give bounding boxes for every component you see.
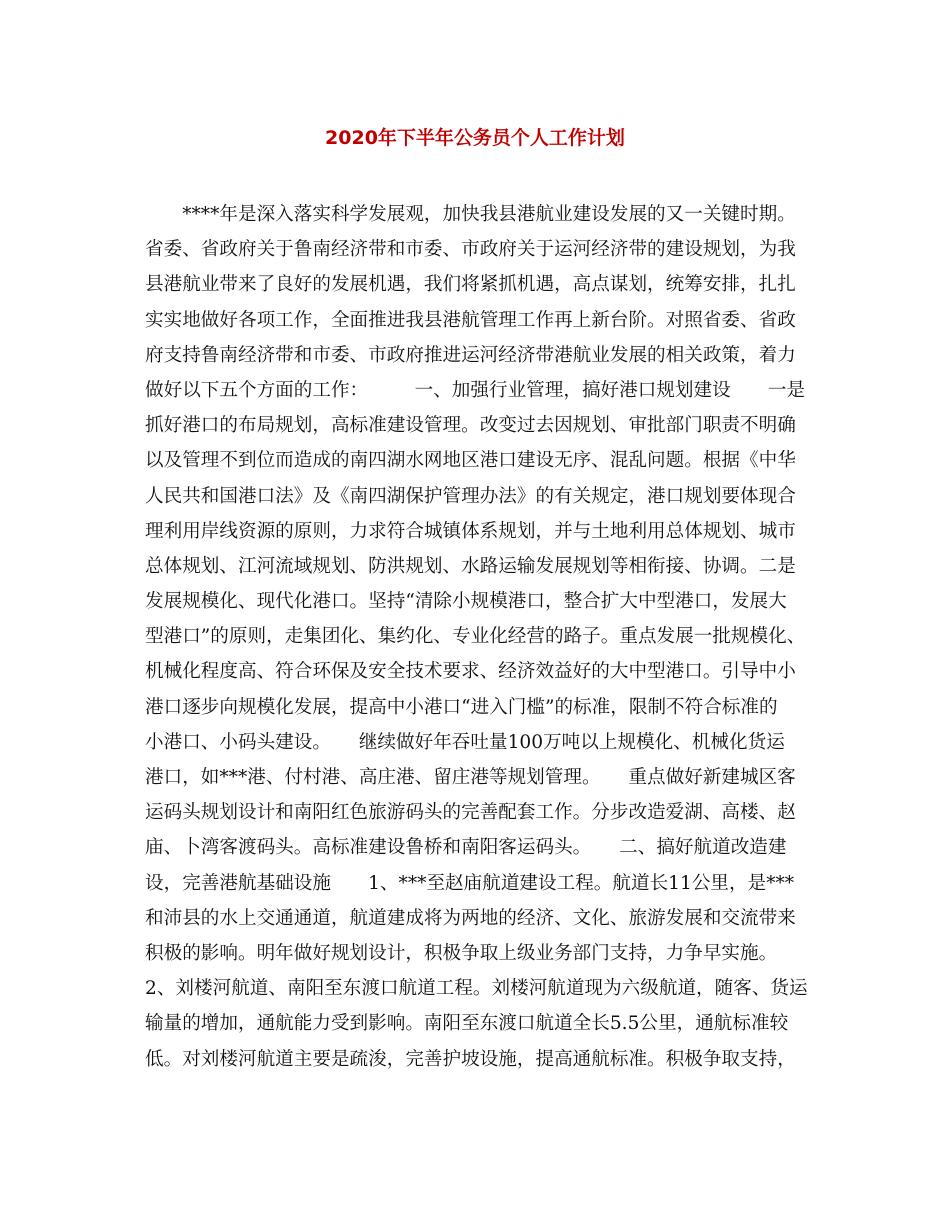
- body-line: 小港口、小码头建设。 继续做好年吞吐量100万吨以上规模化、机械化货运: [145, 731, 785, 753]
- body-line: 机械化程度高、符合环保及安全技术要求、经济效益好的大中型港口。引导中小: [145, 661, 796, 683]
- body-line: ****年是深入落实科学发展观，加快我县港航业建设发展的又一关键时期。: [145, 204, 796, 225]
- body-line: 积极的影响。明年做好规划设计，积极争取上级业务部门支持，力争早实施。: [145, 942, 778, 964]
- body-line: 港口，如***港、付村港、高庄港、留庄港等规划管理。 重点做好新建城区客: [145, 767, 796, 788]
- body-line: 和沛县的水上交通通道，航道建成将为两地的经济、文化、旅游发展和交流带来: [145, 907, 796, 929]
- body-line: 2、刘楼河航道、南阳至东渡口航道工程。刘楼河航道现为六级航道，随客、货运: [145, 978, 808, 1000]
- body-line: 府支持鲁南经济带和市委、市政府推进运河经济带港航业发展的相关政策，着力: [145, 344, 796, 366]
- body-line: 运码头规划设计和南阳红色旅游码头的完善配套工作。分步改造爱湖、高楼、赵: [145, 802, 796, 824]
- body-line: 人民共和国港口法》及《南四湖保护管理办法》的有关规定，港口规划要体现合: [145, 485, 796, 507]
- body-line: 总体规划、江河流域规划、防洪规划、水路运输发展规划等相衔接、协调。二是: [145, 555, 796, 577]
- body-line: 设，完善港航基础设施 1、***至赵庙航道建设工程。航道长11公里，是***: [145, 872, 795, 894]
- document-body: [145, 197, 815, 1077]
- body-line: 低。对刘楼河航道主要是疏浚，完善护坡设施，提高通航标准。积极争取支持，: [145, 1048, 796, 1070]
- document-title: 2020年下半年公务员个人工作计划: [325, 127, 625, 149]
- body-line: 做好以下五个方面的工作： 一、加强行业管理，搞好港口规划建设 一是: [145, 379, 806, 401]
- body-line: 理利用岸线资源的原则，力求符合城镇体系规划，并与土地利用总体规划、城市: [145, 520, 796, 542]
- body-line: 省委、省政府关于鲁南经济带和市委、市政府关于运河经济带的建设规划，为我: [145, 239, 796, 261]
- body-line: 庙、卜湾客渡码头。高标准建设鲁桥和南阳客运码头。 二、搞好航道改造建: [145, 837, 787, 859]
- body-line: 抓好港口的布局规划，高标准建设管理。改变过去因规划、审批部门职责不明确: [145, 415, 796, 437]
- body-line: 县港航业带来了良好的发展机遇，我们将紧抓机遇，高点谋划，统筹安排，扎扎: [145, 274, 796, 296]
- body-line: 输量的增加，通航能力受到影响。南阳至东渡口航道全长5.5公里，通航标准较: [145, 1013, 789, 1035]
- body-line: 港口逐步向规模化发展，提高中小港口“进入门槛”的标准，限制不符合标准的: [145, 696, 778, 718]
- body-line: 发展规模化、现代化港口。坚持“清除小规模港口，整合扩大中型港口，发展大: [145, 591, 787, 613]
- body-line: 以及管理不到位而造成的南四湖水网地区港口建设无序、混乱问题。根据《中华: [145, 450, 796, 472]
- body-line: 型港口”的原则，走集团化、集约化、专业化经营的路子。重点发展一批规模化、: [145, 626, 806, 648]
- body-line: 实实地做好各项工作，全面推进我县港航管理工作再上新台阶。对照省委、省政: [145, 309, 796, 331]
